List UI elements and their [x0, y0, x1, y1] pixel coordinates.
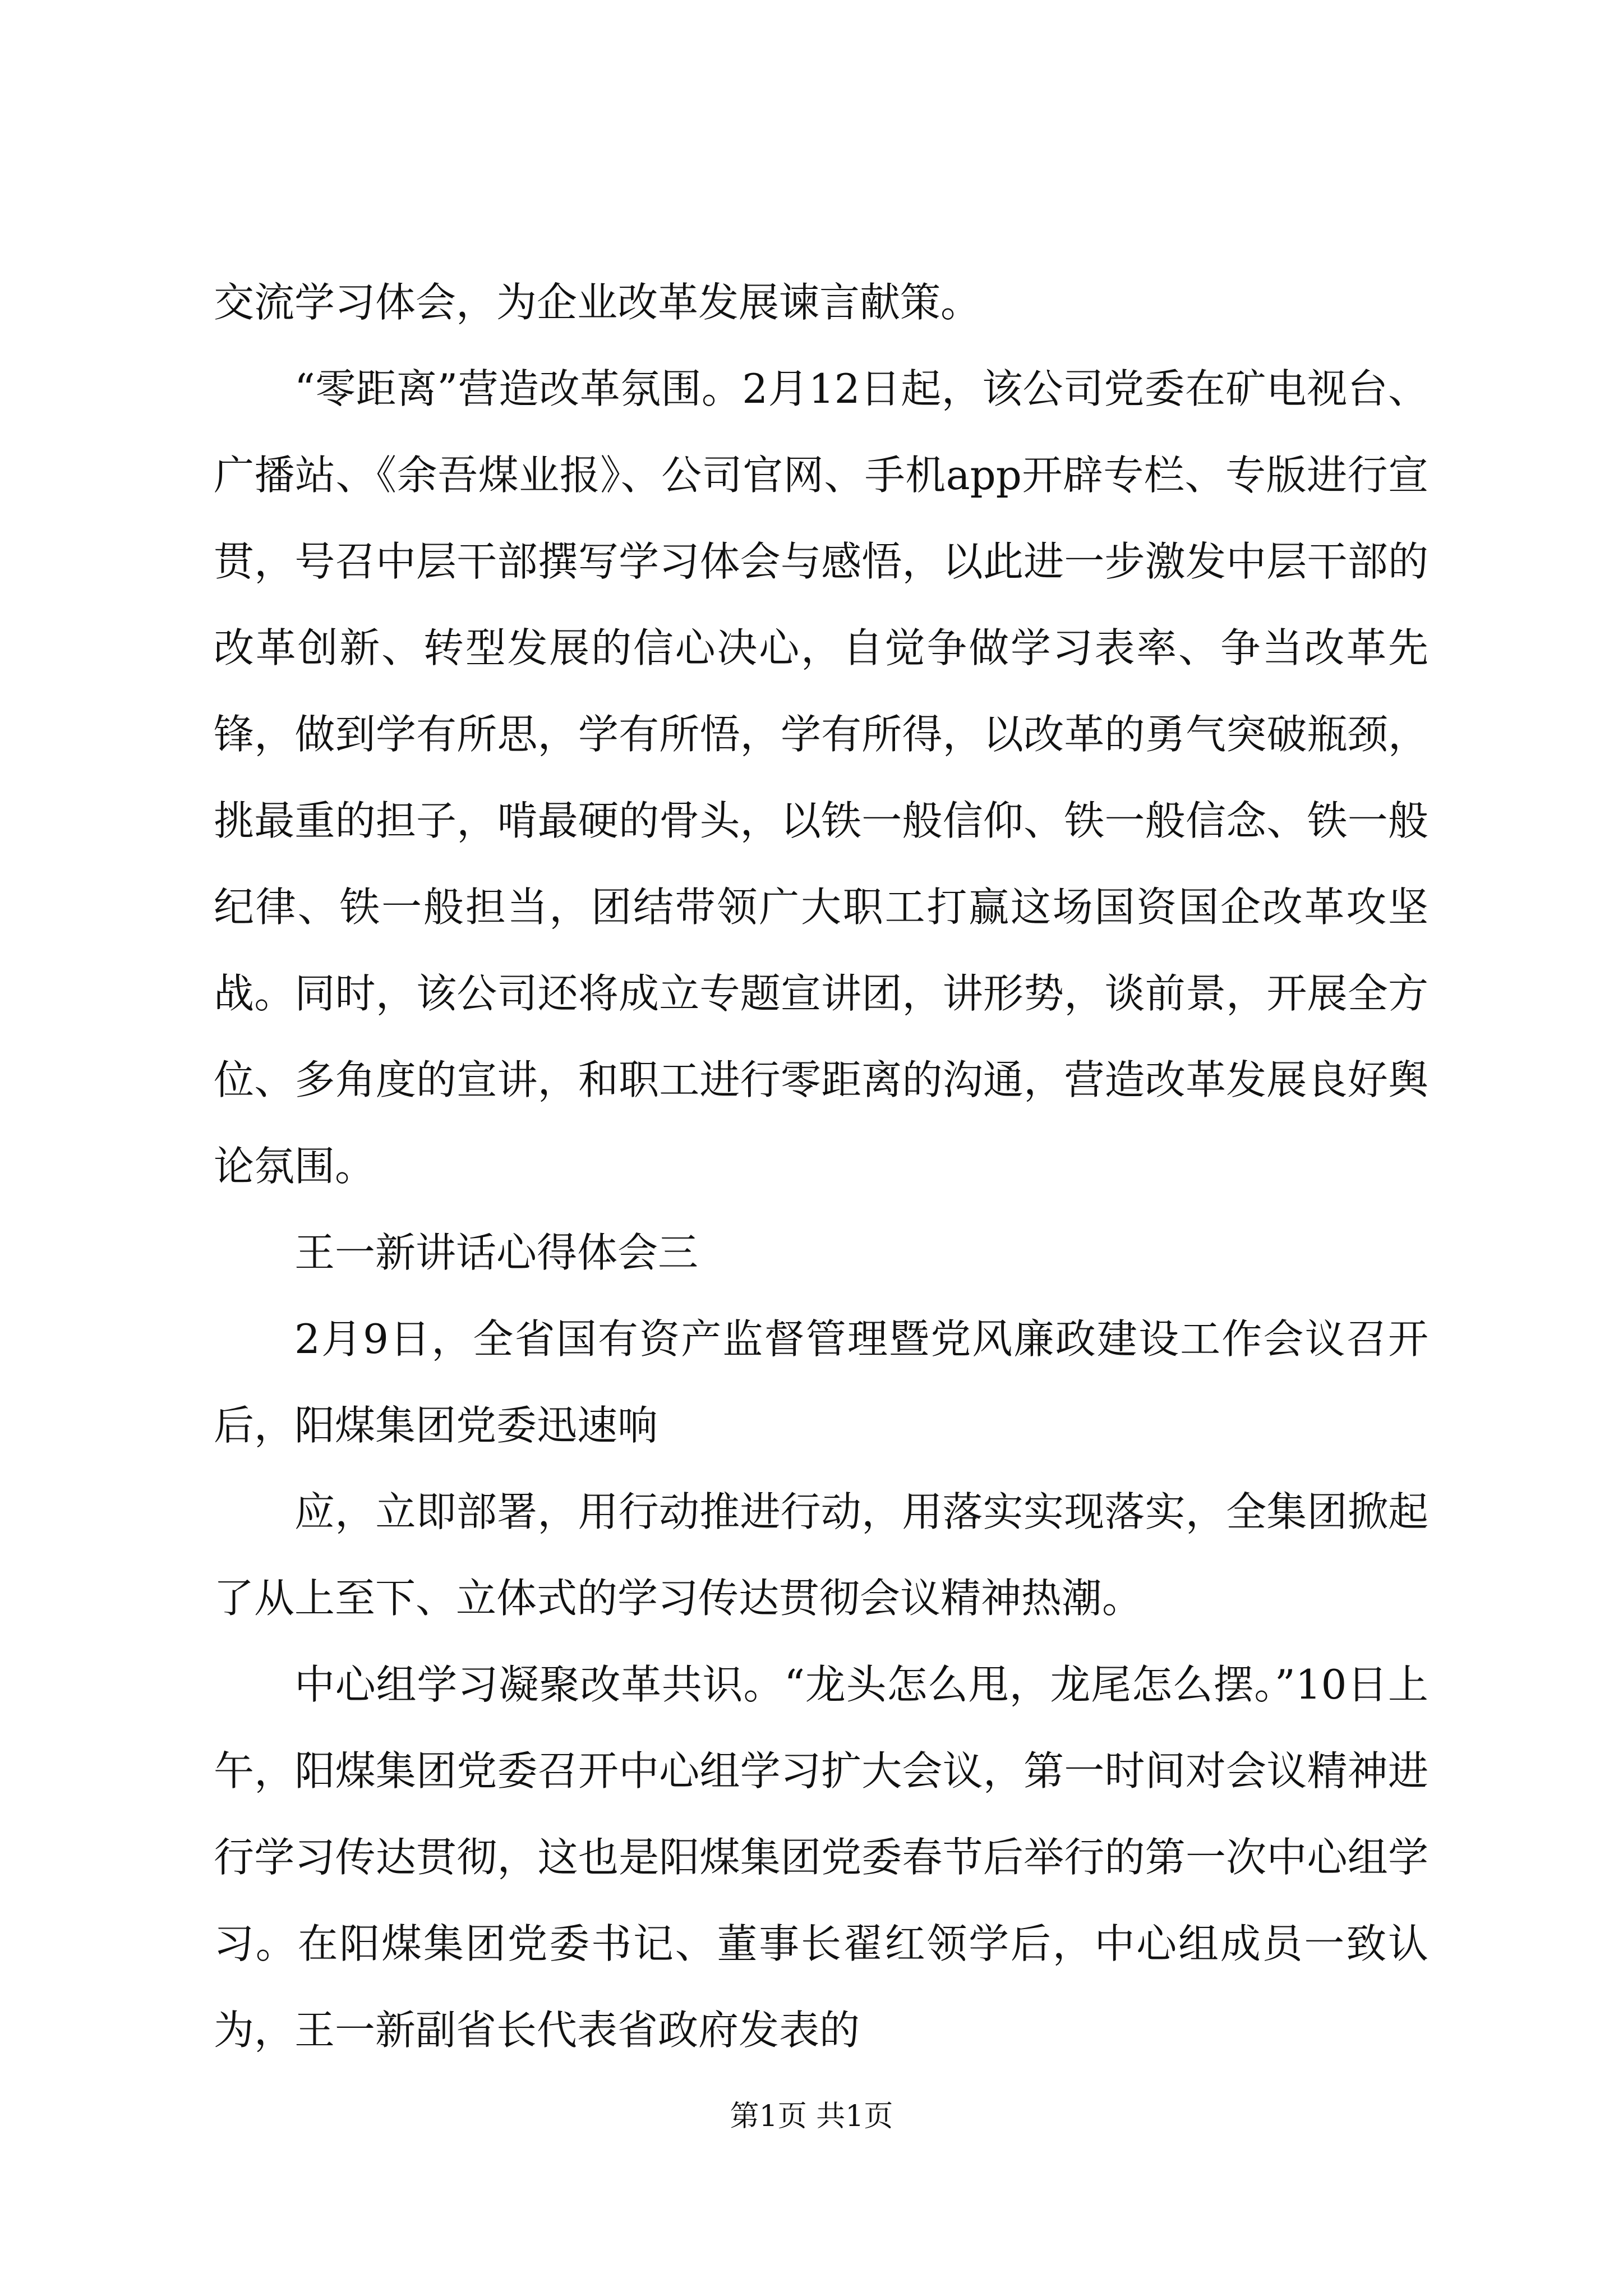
document-body — [214, 259, 1428, 2073]
paragraph: 应，立即部署，用行动推进行动，用落实实现落实，全集团掀起了从上至下、立体式的学习传达贯彻会议精神热潮。 — [214, 1488, 1428, 1622]
paragraph: “零距离”营造改革氛围。2月12日起，该公司党委在矿电视台、广播站、《余吾煤业报》、公司官网、手机app开辟专栏、专版进行宣贯，号召中层干部撰写学习体会与感悟，以此进一步激发中层干部的改革创新、转型发展的信心决心，自觉争做学习表率、争当改革先锋，做到学有所思，学有所悟，学有所得，以改革的勇气突破瓶颈，挑最重的担子，啃最硬的骨头，以铁一般信仰、铁一般信念、铁一般纪律、铁一般担当，团结带领广大职工打赢这场国资国企改革攻坚战。同时，该公司还将成立专题宣讲团，讲形势，谈前景，开展全方位、多角度的宣讲，和职工进行零距离的沟通，营造改革发展良好舆论氛围。 — [214, 365, 1428, 1190]
paragraph: 交流学习体会，为企业改革发展谏言献策。 — [214, 279, 981, 326]
section-heading: 王一新讲话心得体会三 — [294, 1229, 699, 1276]
paragraph: 中心组学习凝聚改革共识。“龙头怎么甩，龙尾怎么摆。”10日上午，阳煤集团党委召开中心组学习扩大会议，第一时间对会议精神进行学习传达贯彻，这也是阳煤集团党委春节后举行的第一次中心组学习。在阳煤集团党委书记、董事长翟红领学后，中心组成员一致认为，王一新副省长代表省政府发表的 — [214, 1661, 1428, 2054]
page-number-footer: 第1页 共1页 — [730, 2100, 893, 2133]
paragraph: 2月9日，全省国有资产监督管理暨党风廉政建设工作会议召开后，阳煤集团党委迅速响 — [214, 1315, 1428, 1449]
